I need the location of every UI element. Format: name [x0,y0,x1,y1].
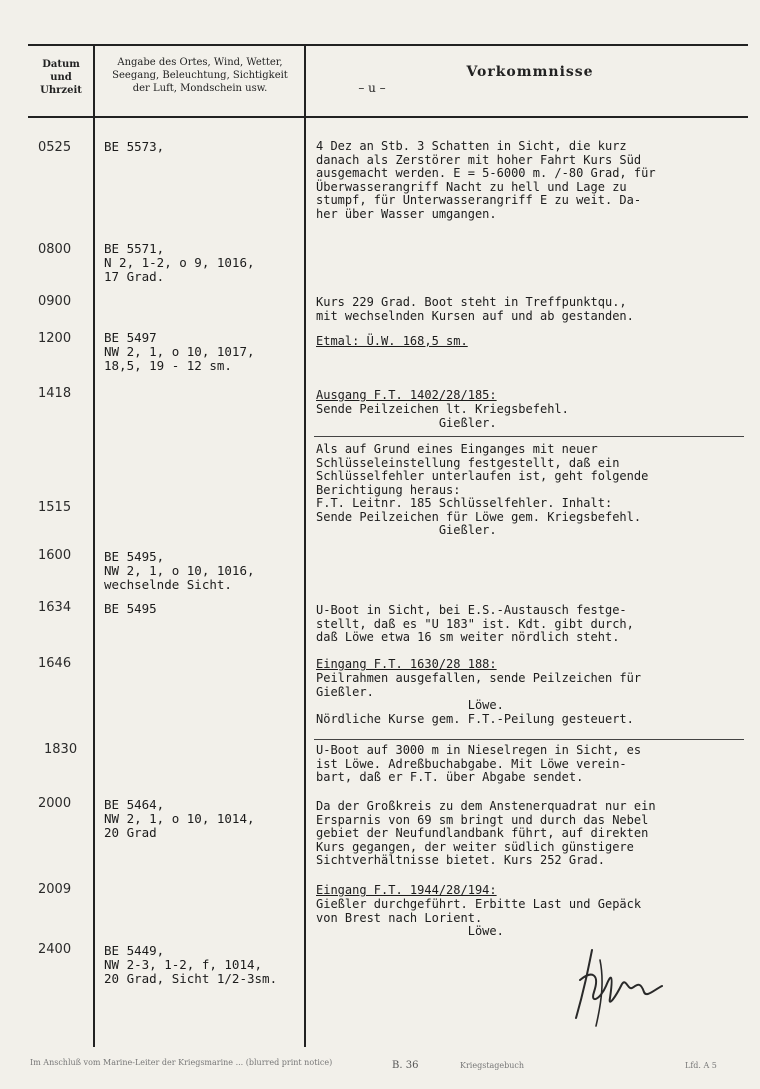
footer-form-title: Kriegstagebuch [460,1061,525,1070]
entry-position: BE 5464, NW 2, 1, o 10, 1014, 20 Grad [104,797,255,840]
entry-event-heading: Eingang F.T. 1944/28/194: [316,883,497,897]
entry-event: Als auf Grund eines Einganges mit neuer Schlüsseleinstellung festgestellt, daß ein Schlüsselfehler unterlaufen ist, geht folgende Berichtigung heraus: F.T. Leitnr. 185 Schlüsselfehler. Inhalt: Sende Peilzeichen für Löwe gem. Kriegsbefehl. Gießler. [316,442,649,537]
header-date-time: Datum und Uhrzeit [40,59,82,96]
entry-divider [314,739,744,740]
entry-position: BE 5449, NW 2-3, 1-2, f, 1014, 20 Grad, Sicht 1/2-3sm. [104,943,278,986]
entry-event: 4 Dez an Stb. 3 Schatten in Sicht, die kurz danach als Zerstörer mit hoher Fahrt Kurs Süd ausgemacht werden. E = 5-6000 m. /-80 Grad, für Überwasserangriff Nacht zu hell und Lage zu stumpf, für Unterwasserangriff E zu weit. Da- her über Wasser umgangen. [316,139,656,221]
entry-position: BE 5495 [104,601,157,616]
entry-divider [314,436,744,437]
entry-position: BE 5571, N 2, 1-2, o 9, 1016, 17 Grad. [104,241,255,284]
footer-page-ref: Lfd. A 5 [685,1061,717,1070]
entry-event: Etmal: Ü.W. 168,5 sm. [316,334,468,348]
footer-form-number: B. 36 [392,1060,419,1071]
entry-event: Peilrahmen ausgefallen, sende Peilzeichen für Gießler. Löwe. Nördliche Kurse gem. F.T.-Peilung gesteuert. [316,671,642,726]
entry-time: 1830 [44,742,78,757]
entry-time: 0800 [38,242,72,257]
entry-event: Gießler durchgeführt. Erbitte Last und Gepäck von Brest nach Lorient. Löwe. [316,897,642,938]
header-location-weather: Angabe des Ortes, Wind, Wetter, Seegang, Beleuchtung, Sichtigkeit der Luft, Mondschein usw. [112,57,288,94]
header-sub-mark: – u – [358,81,386,95]
entry-position: BE 5497 NW 2, 1, o 10, 1017, 18,5, 19 - 12 sm. [104,330,255,373]
entry-event: Kurs 229 Grad. Boot steht in Treffpunktqu., mit wechselnden Kursen auf und ab gestanden. [316,295,634,323]
entry-time: 1600 [38,548,72,563]
entry-event: Da der Großkreis zu dem Anstenerquadrat nur ein Ersparnis von 69 sm bringt und durch das Nebel gebiet der Neufundlandbank führt, auf direkten Kurs gegangen, der weiter südlich günstigere Sichtverhältnisse bietet. Kurs 252 Grad. [316,799,656,867]
entry-event-heading: Eingang F.T. 1630/28 188: [316,657,497,671]
entry-event: U-Boot auf 3000 m in Nieselregen in Sicht, es ist Löwe. Adreßbuchabgabe. Mit Löwe verein- bart, daß er F.T. über Abgabe sendet. [316,743,642,784]
column-divider-2 [304,44,306,1047]
header-events: Vorkommnisse [466,64,594,80]
footer-print-notice: Im Anschluß vom Marine-Leiter der Kriegsmarine ... (blurred print notice) [30,1058,333,1067]
entry-time: 1646 [38,656,72,671]
entry-time: 1200 [38,331,72,346]
entry-time: 2000 [38,796,72,811]
entry-position: BE 5573, [104,139,165,154]
column-divider-1 [93,44,95,1047]
commander-signature [570,940,670,1030]
entry-event-heading: Ausgang F.T. 1402/28/185: [316,388,497,402]
entry-time: 1634 [38,600,72,615]
entry-time: 2400 [38,942,72,957]
entry-time: 0525 [38,140,72,155]
page-footer [30,1058,730,1080]
entry-event: U-Boot in Sicht, bei E.S.-Austausch festge- stellt, daß es "U 183" ist. Kdt. gibt durch, daß Löwe etwa 16 sm weiter nördlich steht. [316,603,634,644]
entry-time: 1418 [38,386,72,401]
entry-event: Sende Peilzeichen lt. Kriegsbefehl. Gießler. [316,402,569,430]
entry-time: 2009 [38,882,72,897]
entry-position: BE 5495, NW 2, 1, o 10, 1016, wechselnde Sicht. [104,549,255,592]
entry-time: 0900 [38,294,72,309]
entry-time: 1515 [38,500,72,515]
